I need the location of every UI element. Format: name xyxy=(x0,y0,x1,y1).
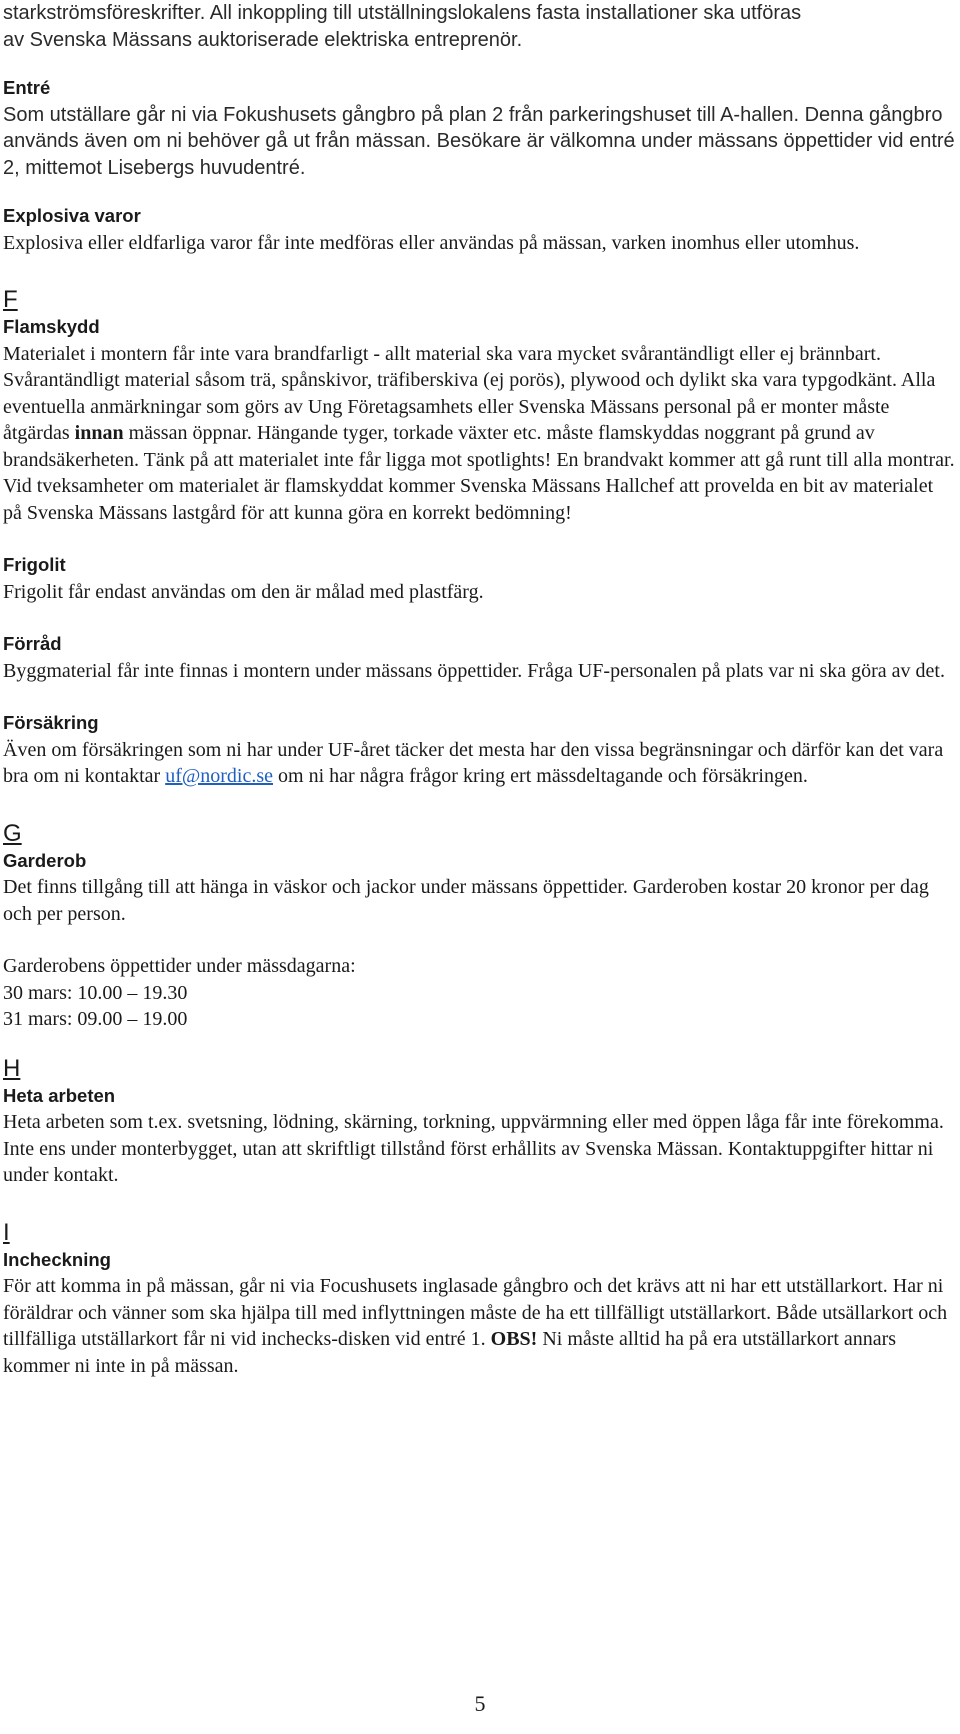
incheckning-text-main: För att komma in på mässan, går ni via Focushusets inglasade gångbro och det krävs att ni har ett utställarkort. Har ni föräldrar och vänner som ska hjälpa till med inflyttningen måste de ha ett tillfälligt utställarkort. Både utsällarkort och tillfälliga utställarkort får ni vid inchecks-disken vid entré 1. xyxy=(3,1275,948,1350)
letter-heading-g: G xyxy=(3,819,22,847)
garderob-hours-day1: 30 mars: 10.00 – 19.30 xyxy=(3,981,188,1004)
incheckning-text xyxy=(3,1273,957,1379)
garderob-text: Det finns tillgång till att hänga in väskor och jackor under mässans öppettider. Garderoben kostar 20 kronor per dag och per person. xyxy=(3,876,929,925)
forsakring-text-after: om ni har några frågor kring ert mässdeltagande och försäkringen. xyxy=(278,765,808,787)
garderob-hours-title: Garderobens öppettider under mässdagarna: xyxy=(3,955,356,977)
forsakring-text-before: Även om försäkringen som ni har under UF-året täcker det mesta har den vissa begränsningar och därför kan det vara bra om ni kontaktar xyxy=(3,738,944,787)
flamskydd-emphasis: innan xyxy=(74,422,124,444)
section-heading-incheckning: Incheckning xyxy=(3,1248,111,1270)
entre-text-a: Som utställare går ni via Fokushusets gångbro på plan 2 från parkeringshuset till A-hallen. Denna gångbro används även om ni behöver gå ut från mässan. xyxy=(3,103,943,152)
garderob-hours-day2: 31 mars: 09.00 – 19.00 xyxy=(3,1008,188,1030)
section-heading-forsakring: Försäkring xyxy=(3,712,99,733)
section-heading-frigolit: Frigolit xyxy=(3,554,66,575)
intro-line-1: starkströmsföreskrifter. All inkoppling till utställningslokalens fasta installationer ska utföras xyxy=(3,2,802,24)
intro-line-2: av Svenska Mässans auktoriserade elektriska entreprenör. xyxy=(3,28,523,51)
forrad-text: Byggmaterial får inte finnas i montern under mässans öppettider. Fråga UF-personalen på plats var ni ska göra av det. xyxy=(3,659,945,682)
section-heading-forrad: Förråd xyxy=(3,633,62,654)
incheckning-text-end: Ni måste alltid ha på era utställarkort annars kommer ni inte in på mässan. xyxy=(3,1328,897,1377)
section-heading-entre: Entré xyxy=(3,77,51,98)
section-heading-heta-arbeten: Heta arbeten xyxy=(3,1084,116,1106)
section-heading-garderob: Garderob xyxy=(3,849,87,871)
letter-heading-i: I xyxy=(3,1218,10,1246)
entre-text xyxy=(3,102,957,182)
flamskydd-text xyxy=(3,341,957,527)
forsakring-text xyxy=(3,737,957,790)
garderob-hours xyxy=(3,953,957,1033)
flamskydd-text-end: mässan öppnar. Hängande tyger, torkade växter etc. måste flamskyddas noggrant på grund av brandsäkerheten. Tänk på att materialet inte får ligga mot spotlights! En brandvakt kommer att gå runt till alla montrar. Vid tveksamheter om materialet är flamskyddat kommer Svenska Mässans Hallchef att provelda en bit av materialet på Svenska Mässans lastgård för att kunna göra en korrekt bedömning! xyxy=(3,422,955,524)
email-link[interactable]: uf@nordic.se xyxy=(165,765,274,787)
entre-text-b: Besökare är välkomna under mässans öppettider vid entré 2, mittemot Lisebergs huvudentré. xyxy=(3,130,955,179)
letter-heading-f: F xyxy=(3,286,18,313)
intro-text xyxy=(3,0,957,53)
section-heading-explosiva-varor: Explosiva varor xyxy=(3,205,141,226)
flamskydd-text-main: Materialet i montern får inte vara brandfarligt - allt material ska vara mycket svårantändligt eller ej brännbart. Svårantändligt material såsom trä, spånskivor, träfiberskiva (ej porös), plywood och dylikt ska vara typgodkänt. Alla eventuella anmärkningar som görs av Ung Företagsamhets eller Svenska Mässans personal på er monter måste åtgärdas xyxy=(3,342,936,444)
explosiva-text: Explosiva eller eldfarliga varor får inte medföras eller användas på mässan, varken inomhus eller utomhus. xyxy=(3,231,860,254)
incheckning-obs: OBS! xyxy=(490,1328,538,1350)
heta-text: Heta arbeten som t.ex. svetsning, lödning, skärning, torkning, uppvärmning eller med öppen låga får inte förekomma. Inte ens under monterbygget, utan att skriftligt tillstånd först erhållits av Svenska Mässan. Kontaktuppgifter hittar ni under kontakt. xyxy=(3,1111,944,1186)
section-heading-flamskydd: Flamskydd xyxy=(3,316,100,337)
document-content xyxy=(3,0,957,1379)
page-number: 5 xyxy=(474,1691,486,1716)
frigolit-text: Frigolit får endast användas om den är målad med plastfärg. xyxy=(3,580,484,603)
letter-heading-h: H xyxy=(3,1054,21,1082)
